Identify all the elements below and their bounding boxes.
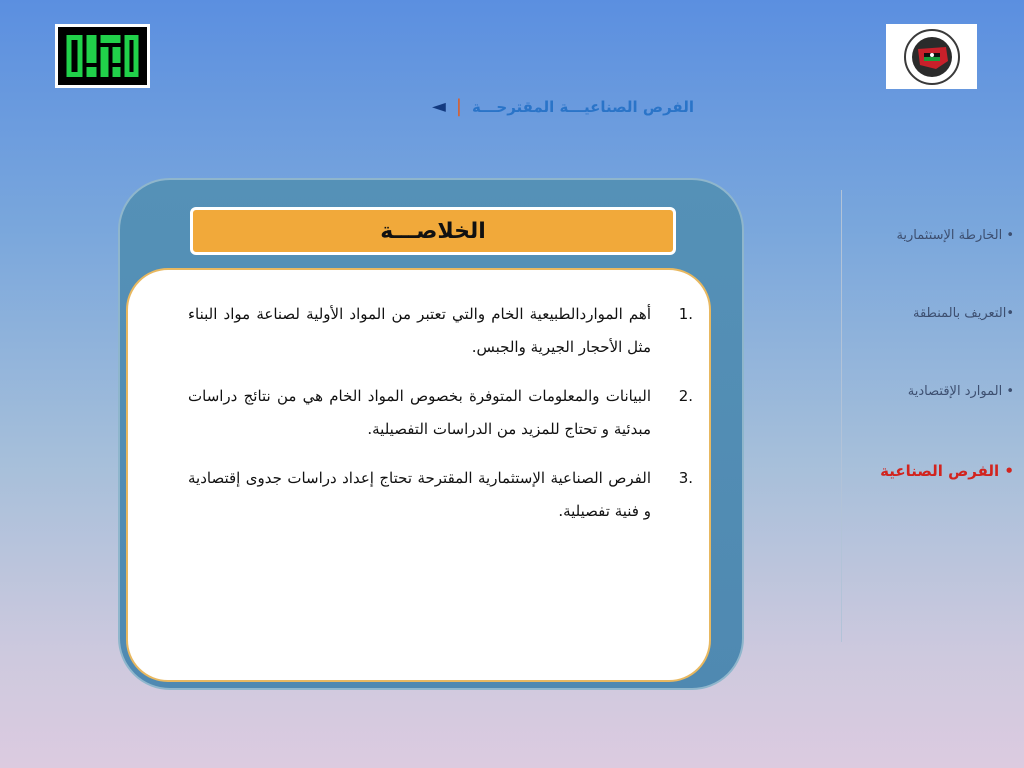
- kufic-logo: [55, 24, 150, 88]
- list-item-number: 3.: [678, 469, 693, 487]
- sidebar-item-investment-map[interactable]: • الخارطة الإستثمارية: [896, 228, 1014, 243]
- header-separator: |: [455, 96, 462, 117]
- sidebar-divider: [841, 190, 842, 642]
- summary-title: الخلاصـــة: [190, 207, 676, 255]
- sidebar-item-region-intro[interactable]: •التعريف بالمنطقة: [912, 306, 1014, 321]
- sidebar-item-economic-resources[interactable]: • الموارد الإقتصادية: [907, 384, 1014, 399]
- list-item: [188, 298, 693, 364]
- list-item-text: أهم المواردالطبيعية الخام والتي تعتبر من المواد الأولية لصناعة مواد البناء مثل الأحجار الجيرية والجبس.: [188, 305, 651, 356]
- sidebar-item-industrial-opportunities[interactable]: • الفرص الصناعية: [880, 462, 1014, 480]
- sidebar-nav: [880, 228, 1014, 540]
- list-item-number: 1.: [678, 305, 693, 323]
- list-item: [188, 380, 693, 446]
- kufic-logo-icon: [62, 31, 143, 81]
- list-item-text: البيانات والمعلومات المتوفرة بخصوص المواد الخام هي من نتائج دراسات مبدئية و تحتاج للمزيد من الدراسات التفصيلية.: [188, 387, 651, 438]
- list-item-number: 2.: [678, 387, 693, 405]
- summary-list: [128, 270, 709, 528]
- back-arrow-icon[interactable]: ◄: [432, 96, 446, 117]
- list-item-text: الفرص الصناعية الإستثمارية المقترحة تحتاج إعداد دراسات جدوى إقتصادية و فنية تفصيلية.: [188, 469, 651, 520]
- list-item: [188, 462, 693, 528]
- ministry-logo: [886, 24, 977, 89]
- ministry-seal-icon: [896, 27, 968, 87]
- header-title: الفرص الصناعيـــة المقترحـــة: [471, 97, 694, 116]
- summary-content: [126, 268, 711, 682]
- header-breadcrumb: [432, 96, 694, 117]
